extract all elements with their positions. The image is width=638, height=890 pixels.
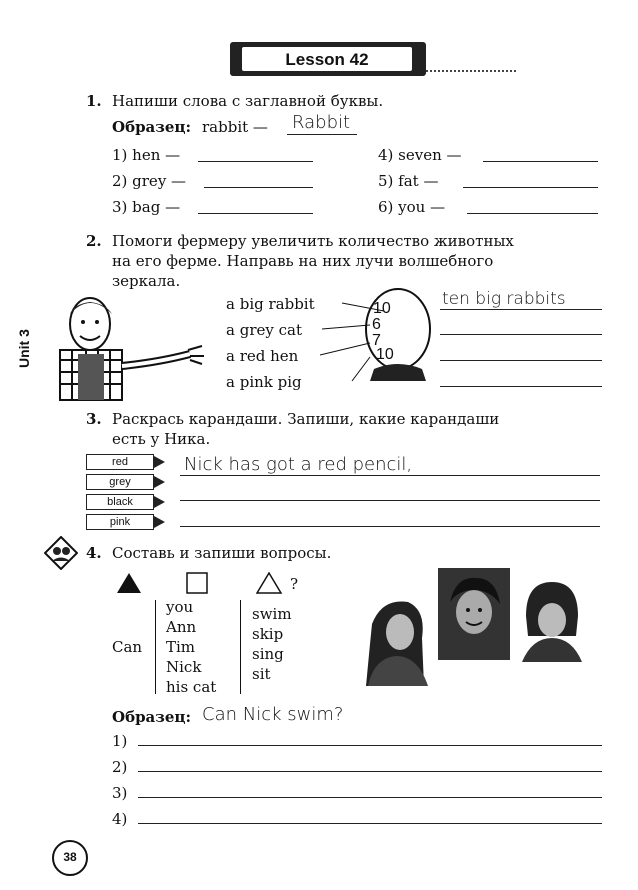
photo-girl-1	[362, 594, 432, 686]
ex1-sample-answer: Rabbit	[292, 112, 351, 133]
photo-girl-2	[438, 568, 510, 660]
ex2-answer-line-1[interactable]	[440, 309, 602, 310]
pencil-black[interactable]: black	[86, 494, 154, 510]
ex4-instruction: Составь и запиши вопросы.	[112, 544, 332, 562]
ex1-item-3: 3) bag —	[112, 198, 181, 216]
table-divider-2	[240, 600, 241, 694]
verb-1: swim	[252, 605, 292, 623]
animal-4: a pink pig	[226, 373, 302, 391]
filled-triangle-icon	[116, 572, 142, 594]
ex1-sample-line	[287, 134, 357, 135]
pair-work-icon	[44, 536, 78, 570]
ex2-answer: ten big rabbits	[442, 289, 566, 309]
subject-1: you	[166, 598, 194, 616]
page-number-circle	[52, 840, 88, 876]
ex1-item-6: 6) you —	[378, 198, 446, 216]
ex1-answer-line-1[interactable]	[198, 161, 313, 162]
subject-3: Tim	[166, 638, 196, 656]
ex4-sample-answer: Can Nick swim?	[202, 704, 344, 725]
mirror-number-1: 10	[373, 300, 391, 317]
ex2-instruction-line-1: Помоги фермеру увеличить количество животных	[112, 232, 514, 250]
ex1-instruction: Напиши слова с заглавной буквы.	[112, 92, 384, 110]
verb-3: sing	[252, 645, 284, 663]
ex4-answer-line-4[interactable]	[138, 823, 602, 824]
mirror-number-3: 7	[372, 332, 381, 349]
ex1-answer-line-4[interactable]	[483, 161, 598, 162]
ex4-answer-line-1[interactable]	[138, 745, 602, 746]
outline-triangle-icon	[256, 572, 282, 594]
ex1-item-5: 5) fat —	[378, 172, 439, 190]
square-icon	[186, 572, 208, 594]
ex1-sample-label: Образец:	[112, 118, 192, 136]
ex2-answer-line-3[interactable]	[440, 360, 602, 361]
ex4-answer-line-2[interactable]	[138, 771, 602, 772]
verb-2: skip	[252, 625, 284, 643]
subject-2: Ann	[166, 618, 197, 636]
ex2-answer-line-2[interactable]	[440, 334, 602, 335]
photo-girl-3	[518, 576, 584, 662]
pencil-red[interactable]: red	[86, 454, 154, 470]
ex4-item-2: 2)	[112, 758, 128, 776]
ex2-instruction-line-3: зеркала.	[112, 272, 181, 290]
animal-1: a big rabbit	[226, 295, 315, 313]
subject-4: Nick	[166, 658, 202, 676]
lesson-banner	[230, 42, 426, 76]
mirror-number-4: 10	[376, 346, 394, 363]
ex1-answer-line-3[interactable]	[198, 213, 313, 214]
ex2-number: 2.	[86, 232, 102, 250]
ex1-item-2: 2) grey —	[112, 172, 187, 190]
ex4-sample-label: Образец:	[112, 708, 192, 726]
ex1-answer-line-6[interactable]	[467, 213, 598, 214]
ex1-number: 1.	[86, 92, 102, 110]
ex4-item-4: 4)	[112, 810, 128, 828]
ex4-item-3: 3)	[112, 784, 128, 802]
pencil-grey[interactable]: grey	[86, 474, 154, 490]
ex4-item-1: 1)	[112, 732, 128, 750]
ex3-answer: Nick has got a red pencil,	[184, 454, 413, 475]
ex4-answer-line-3[interactable]	[138, 797, 602, 798]
ex1-answer-line-5[interactable]	[463, 187, 598, 188]
ex3-answer-line-2[interactable]	[180, 500, 600, 501]
ex1-item-4: 4) seven —	[378, 146, 462, 164]
animal-2: a grey cat	[226, 321, 302, 339]
ex3-number: 3.	[86, 410, 102, 428]
table-divider-1	[155, 600, 156, 694]
ex1-item-1: 1) hen —	[112, 146, 181, 164]
ex1-sample-word: rabbit —	[202, 118, 268, 136]
ex3-instruction-line-2: есть у Ника.	[112, 430, 211, 448]
subject-5: his cat	[166, 678, 217, 696]
ex3-answer-line-3[interactable]	[180, 526, 600, 527]
ex1-answer-line-2[interactable]	[204, 187, 313, 188]
banner-decoration	[426, 64, 516, 72]
question-mark: ?	[290, 575, 299, 593]
page-number: 38	[63, 850, 77, 864]
can-word: Can	[112, 638, 143, 656]
lesson-title: Lesson 42	[285, 50, 369, 69]
verb-4: sit	[252, 665, 271, 683]
ex4-number: 4.	[86, 544, 102, 562]
ex2-answer-line-4[interactable]	[440, 386, 602, 387]
mirror-number-2: 6	[372, 316, 381, 333]
animal-3: a red hen	[226, 347, 299, 365]
ex2-instruction-line-2: на его ферме. Направь на них лучи волшебного	[112, 252, 494, 270]
ex3-instruction-line-1: Раскрась карандаши. Запиши, какие карандаши	[112, 410, 500, 428]
unit-label: Unit 3	[16, 329, 32, 368]
pencil-pink[interactable]: pink	[86, 514, 154, 530]
ex3-answer-line-1[interactable]	[180, 475, 600, 476]
farmer-illustration	[40, 292, 210, 404]
